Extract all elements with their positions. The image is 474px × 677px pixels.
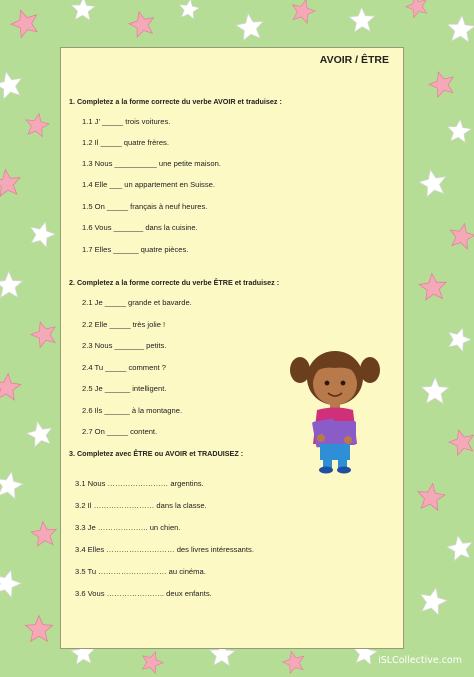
section-3-heading: 3. Completez avec ÊTRE ou AVOIR et TRADUISEZ : <box>69 449 244 458</box>
exercise-3-4: 3.4 Elles ……………………… des livres intéressants. <box>75 545 254 554</box>
exercise-2-5: 2.5 Je ______ intelligent. <box>82 384 167 393</box>
white-star-decoration <box>348 6 377 35</box>
white-star-decoration <box>420 376 451 407</box>
exercise-2-1: 2.1 Je _____ grande et bavarde. <box>82 298 192 307</box>
exercise-1-1: 1.1 J’ _____ trois voitures. <box>82 117 171 126</box>
white-star-decoration <box>0 467 27 502</box>
exercise-3-3: 3.3 Je ……………….. un chien. <box>75 523 181 532</box>
girl-illustration <box>290 348 380 474</box>
exercise-2-2: 2.2 Elle _____ très jolie ! <box>82 320 166 329</box>
page-title: AVOIR / ÊTRE <box>319 54 389 66</box>
pink-star-decoration <box>445 425 474 460</box>
white-star-decoration <box>69 0 96 23</box>
pink-star-decoration <box>24 614 54 644</box>
pink-star-decoration <box>279 647 308 676</box>
pink-star-decoration <box>414 480 447 513</box>
worksheet-sheet <box>60 47 404 649</box>
pink-star-decoration <box>425 67 460 102</box>
exercise-1-5: 1.5 On _____ français à neuf heures. <box>82 202 208 211</box>
white-star-decoration <box>233 10 267 44</box>
white-star-decoration <box>23 417 56 450</box>
pink-star-decoration <box>26 316 61 351</box>
pink-star-decoration <box>6 4 44 42</box>
pink-star-decoration <box>287 0 319 27</box>
exercise-2-6: 2.6 Ils ______ à la montagne. <box>82 406 183 415</box>
exercise-1-4: 1.4 Elle ___ un appartement en Suisse. <box>82 180 215 189</box>
white-star-decoration <box>176 0 201 22</box>
exercise-2-3: 2.3 Nous _______ petits. <box>82 341 167 350</box>
pink-star-decoration <box>22 110 52 140</box>
exercise-2-7: 2.7 On _____ content. <box>82 427 158 436</box>
exercise-1-6: 1.6 Vous _______ dans la cuisine. <box>82 223 198 232</box>
exercise-3-5: 3.5 Tu ……………………… au cinéma. <box>75 567 206 576</box>
exercise-1-3: 1.3 Nous __________ une petite maison. <box>82 159 221 168</box>
white-star-decoration <box>445 117 474 146</box>
white-star-decoration <box>0 564 26 601</box>
pink-star-decoration <box>125 7 159 41</box>
pink-star-decoration <box>29 519 60 550</box>
white-star-decoration <box>445 13 474 45</box>
exercise-1-7: 1.7 Elles ______ quatre pièces. <box>82 245 189 254</box>
pink-star-decoration <box>0 166 24 199</box>
exercise-2-4: 2.4 Tu _____ comment ? <box>82 363 167 372</box>
exercise-3-2: 3.2 Il …………………… dans la classe. <box>75 501 207 510</box>
pink-star-decoration <box>402 0 433 21</box>
pink-star-decoration <box>417 271 450 304</box>
pink-star-decoration <box>445 219 474 252</box>
white-star-decoration <box>444 532 474 564</box>
section-1-heading: 1. Completez a la forme correcte du verbe AVOIR et traduisez : <box>69 97 282 106</box>
exercise-3-6: 3.6 Vous ………………….. deux enfants. <box>75 589 212 598</box>
exercise-3-1: 3.1 Nous …………………… argentins. <box>75 479 204 488</box>
white-star-decoration <box>0 270 24 301</box>
white-star-decoration <box>415 165 450 200</box>
white-star-decoration <box>415 583 451 619</box>
exercise-1-2: 1.2 Il _____ quatre frères. <box>82 138 169 147</box>
white-star-decoration <box>443 323 474 356</box>
footer-watermark: iSLCollective.com <box>378 655 462 666</box>
pink-star-decoration <box>137 647 168 677</box>
section-2-heading: 2. Completez a la forme correcte du verbe ÊTRE et traduisez : <box>69 278 280 287</box>
white-star-decoration <box>0 67 27 103</box>
pink-star-decoration <box>0 371 23 404</box>
white-star-decoration <box>25 217 60 252</box>
